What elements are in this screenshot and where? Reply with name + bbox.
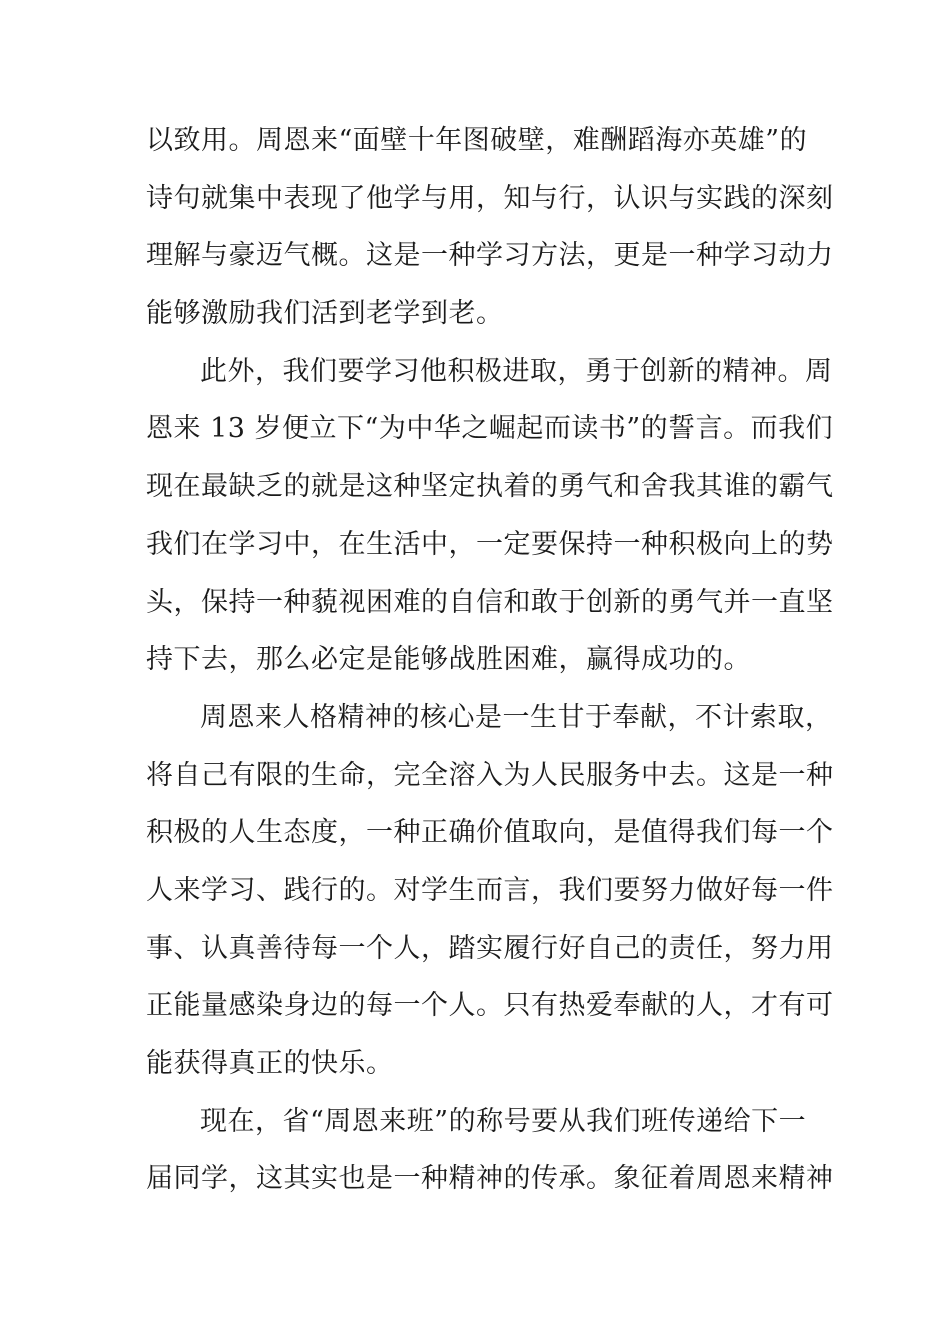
paragraph-start-line: 周恩来人格精神的核心是一生甘于奉献，不计索取， — [200, 701, 833, 733]
text-line: 事、认真善待每一个人，踏实履行好自己的责任，努力用 — [146, 932, 834, 964]
paragraph-start-line: 此外，我们要学习他积极进取，勇于创新的精神。周 — [200, 355, 833, 387]
text-line: 头，保持一种藐视困难的自信和敢于创新的勇气并一直坚 — [146, 586, 834, 618]
text-line: 我们在学习中，在生活中，一定要保持一种积极向上的势 — [146, 528, 834, 560]
text-line: 届同学，这其实也是一种精神的传承。象征着周恩来精神 — [146, 1163, 834, 1195]
text-line: 能够激励我们活到老学到老。 — [146, 298, 504, 330]
text-line: 诗句就集中表现了他学与用，知与行，认识与实践的深刻 — [146, 182, 834, 214]
text-line: 理解与豪迈气概。这是一种学习方法，更是一种学习动力 — [146, 240, 834, 272]
body-text — [146, 112, 834, 1208]
text-line: 能获得真正的快乐。 — [146, 1048, 394, 1079]
text-line: 恩来 13 岁便立下“为中华之崛起而读书”的誓言。而我们 — [146, 413, 834, 445]
text-line: 持下去，那么必定是能够战胜困难，赢得成功的。 — [146, 644, 751, 676]
text-line: 积极的人生态度，一种正确价值取向，是值得我们每一个 — [146, 817, 834, 849]
text-line: 以致用。周恩来“面壁十年图破壁，难酬蹈海亦英雄”的 — [146, 125, 808, 156]
text-line: 人来学习、践行的。对学生而言，我们要努力做好每一件 — [146, 874, 834, 906]
paragraph-start-line: 现在，省“周恩来班”的称号要从我们班传递给下一 — [200, 1105, 807, 1137]
text-line: 现在最缺乏的就是这种坚定执着的勇气和舍我其谁的霸气 — [146, 471, 834, 503]
text-line: 正能量感染身边的每一个人。只有热爱奉献的人，才有可 — [146, 990, 834, 1022]
text-line: 将自己有限的生命，完全溶入为人民服务中去。这是一种 — [146, 759, 834, 791]
